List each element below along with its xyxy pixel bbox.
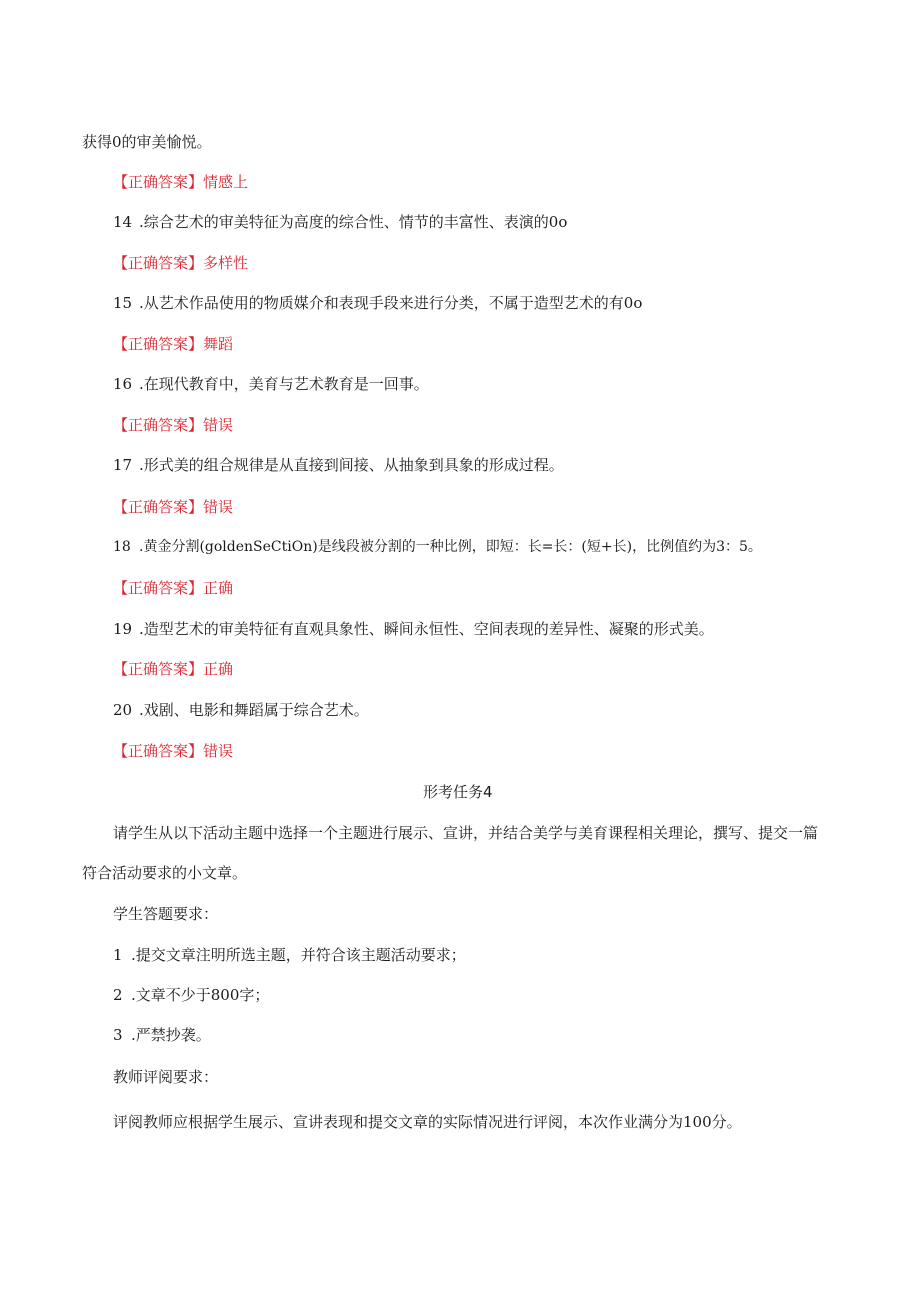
answer-16: 【正确答案】错误 [113, 416, 234, 434]
student-req-2 [113, 985, 269, 1005]
question-text: .综合艺术的审美特征为高度的综合性、情节的丰富性、表演的0o [139, 213, 568, 231]
answer-19: 【正确答案】正确 [113, 660, 234, 678]
req-text: .提交文章注明所选主题，并符合该主题活动要求； [131, 946, 466, 964]
answer-20: 【正确答案】错误 [113, 742, 234, 760]
question-number: 17 [113, 456, 133, 474]
question-number: 20 [113, 701, 133, 719]
continuation-text: 获得0的审美愉悦。 [82, 133, 212, 151]
question-number: 18 [113, 539, 131, 555]
req-number: 2 [113, 986, 123, 1004]
question-19 [113, 619, 714, 639]
task-intro-line-1: 请学生从以下活动主题中选择一个主题进行展示、宣讲，并结合美学与美育课程相关理论，撰写、提交一篇 [113, 824, 819, 842]
question-number: 16 [113, 375, 133, 393]
question-text: .形式美的组合规律是从直接到间接、从抽象到具象的形成过程。 [139, 456, 564, 474]
question-18 [113, 537, 762, 557]
question-17 [113, 455, 564, 475]
req-text: .文章不少于800字； [131, 986, 270, 1004]
req-number: 3 [113, 1026, 123, 1044]
student-req-1 [113, 945, 466, 965]
question-20 [113, 700, 369, 720]
student-req-3 [113, 1025, 211, 1045]
question-text: .从艺术作品使用的物质媒介和表现手段来进行分类，不属于造型艺术的有0o [139, 294, 643, 312]
teacher-req-text: 评阅教师应根据学生展示、宣讲表现和提交文章的实际情况进行评阅，本次作业满分为100分。 [113, 1113, 742, 1131]
answer-17: 【正确答案】错误 [113, 498, 234, 516]
task-title: 形考任务4 [423, 783, 493, 801]
answer-13: 【正确答案】情感上 [113, 173, 249, 191]
student-req-label: 学生答题要求： [113, 905, 219, 923]
req-text: .严禁抄袭。 [131, 1026, 211, 1044]
answer-15: 【正确答案】舞蹈 [113, 335, 234, 353]
teacher-req-label: 教师评阅要求： [113, 1068, 219, 1086]
question-text: .黄金分割(goldenSeCtiOn)是线段被分割的一种比例，即短：长=长：(短+长)，比例值约为3：5。 [139, 539, 762, 555]
question-number: 14 [113, 213, 133, 231]
question-14 [113, 212, 567, 232]
question-16 [113, 374, 429, 394]
req-number: 1 [113, 946, 123, 964]
answer-14: 【正确答案】多样性 [113, 254, 249, 272]
answer-18: 【正确答案】正确 [113, 579, 234, 597]
question-15 [113, 293, 642, 313]
question-number: 19 [113, 620, 133, 638]
question-text: .戏剧、电影和舞蹈属于综合艺术。 [139, 701, 369, 719]
question-text: .造型艺术的审美特征有直观具象性、瞬间永恒性、空间表现的差异性、凝聚的形式美。 [139, 620, 714, 638]
question-number: 15 [113, 294, 133, 312]
question-text: .在现代教育中，美育与艺术教育是一回事。 [139, 375, 429, 393]
task-intro-line-2: 符合活动要求的小文章。 [82, 864, 248, 882]
